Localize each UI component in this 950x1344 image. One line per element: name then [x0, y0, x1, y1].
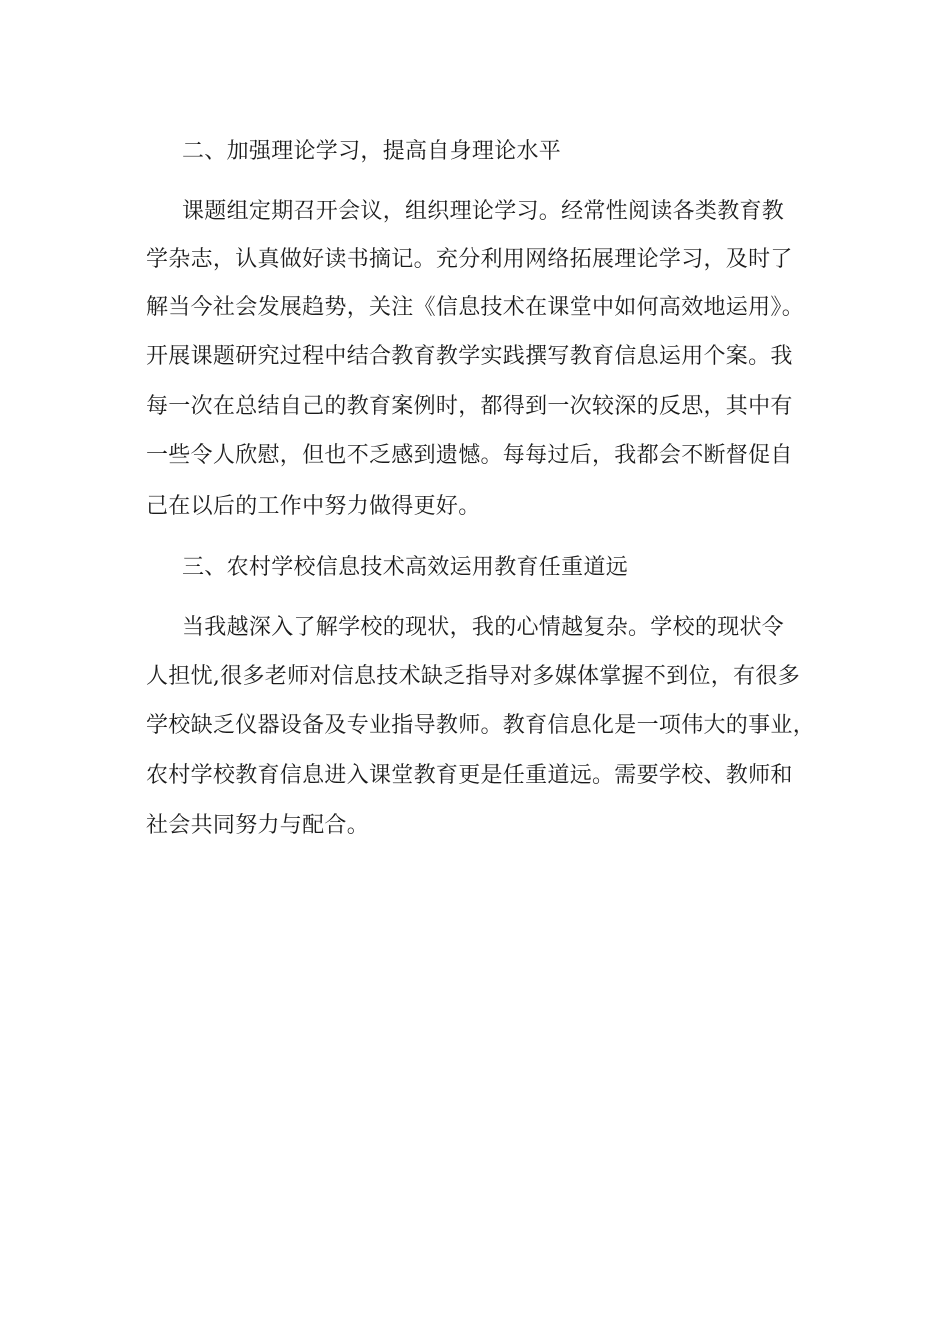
paragraph-line: 学校缺乏仪器设备及专业指导教师。教育信息化是一项伟大的事业， [146, 713, 816, 738]
paragraph-line: 社会共同努力与配合。 [146, 813, 370, 838]
paragraph-line: 己在以后的工作中努力做得更好。 [146, 494, 481, 519]
paragraph-line: 每一次在总结自己的教育案例时，都得到一次较深的反思，其中有 [146, 394, 793, 419]
section-heading-2: 二、加强理论学习，提高自身理论水平 [182, 139, 562, 164]
paragraph-line: 开展课题研究过程中结合教育教学实践撰写教育信息运用个案。我 [146, 344, 793, 369]
section-heading-3: 三、农村学校信息技术高效运用教育任重道远 [182, 555, 629, 580]
paragraph-line: 人担忧,很多老师对信息技术缺乏指导对多媒体掌握不到位，有很多 [146, 664, 800, 689]
paragraph-line: 课题组定期召开会议，组织理论学习。经常性阅读各类教育教 [182, 199, 785, 224]
paragraph-line: 农村学校教育信息进入课堂教育更是任重道远。需要学校、教师和 [146, 763, 793, 788]
paragraph-line: 学杂志，认真做好读书摘记。充分利用网络拓展理论学习，及时了 [146, 247, 793, 272]
paragraph-line: 一些令人欣慰，但也不乏感到遗憾。每每过后，我都会不断督促自 [146, 443, 793, 468]
paragraph-line: 解当今社会发展趋势，关注《信息技术在课堂中如何高效地运用》。 [146, 295, 805, 320]
paragraph-line: 当我越深入了解学校的现状，我的心情越复杂。学校的现状令 [182, 615, 785, 640]
